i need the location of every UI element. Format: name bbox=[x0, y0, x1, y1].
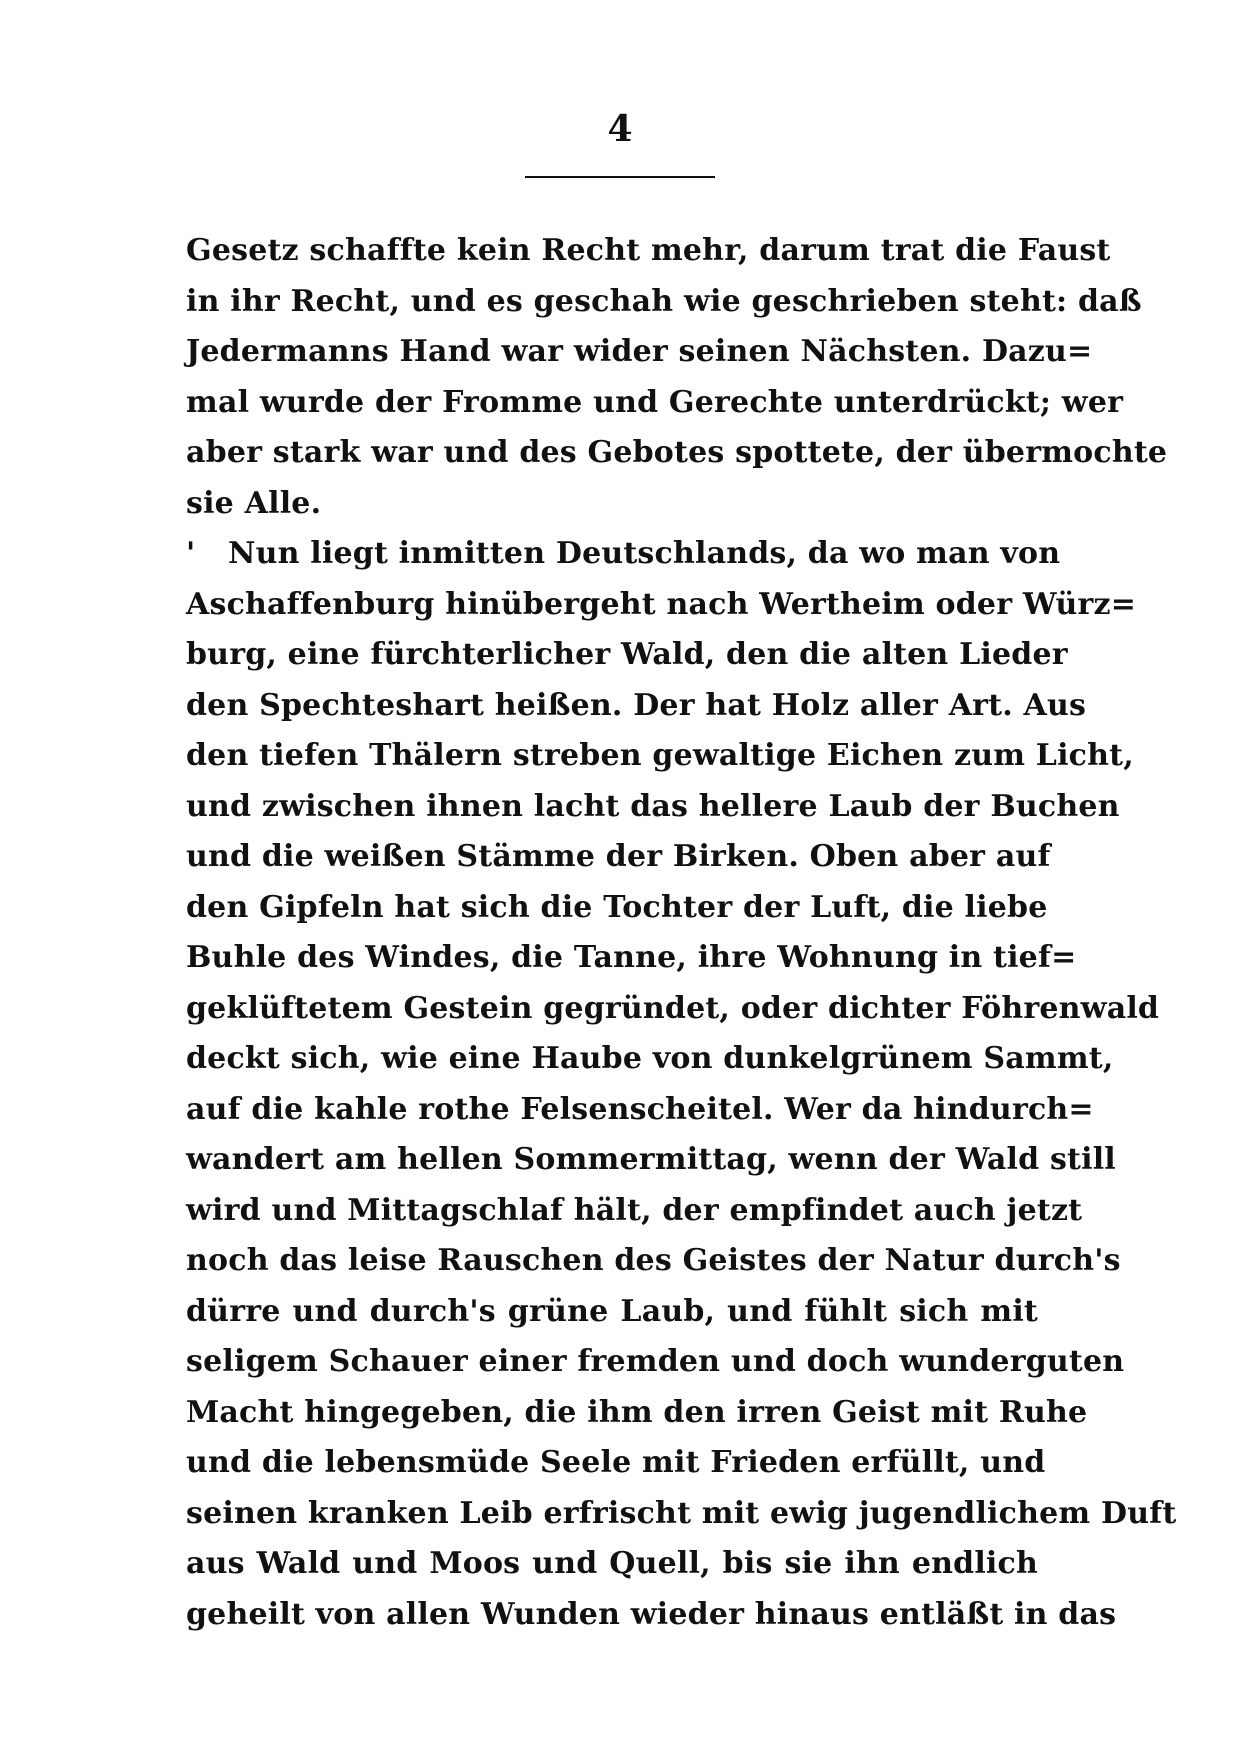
text-block bbox=[186, 226, 1177, 1640]
text-line: deckt sich, wie eine Haube von dunkelgrünem Sammt, bbox=[186, 1041, 1114, 1076]
text-line: noch das leise Rauschen des Geistes der Natur durch's bbox=[186, 1243, 1121, 1278]
text-line: in ihr Recht, und es geschah wie geschrieben steht: daß bbox=[186, 283, 1142, 319]
text-line: und die lebensmüde Seele mit Frieden erfüllt, und bbox=[186, 1445, 1046, 1480]
text-line: seinen kranken Leib erfrischt mit ewig jugendlichem Duft bbox=[186, 1495, 1177, 1531]
text-line-paragraph-start bbox=[186, 529, 1061, 580]
text-line: Buhle des Windes, die Tanne, ihre Wohnung in tief= bbox=[186, 940, 1077, 975]
header-rule bbox=[525, 176, 715, 178]
text-line: Macht hingegeben, die ihm den irren Geist mit Ruhe bbox=[186, 1394, 1088, 1430]
text-line: Jedermanns Hand war wider seinen Nächsten. Dazu= bbox=[186, 334, 1093, 369]
text-line: mal wurde der Fromme und Gerechte unterdrückt; wer bbox=[186, 384, 1124, 420]
margin-mark: ' bbox=[186, 536, 196, 571]
text-line: den Spechteshart heißen. Der hat Holz aller Art. Aus bbox=[186, 687, 1087, 723]
text-line: wandert am hellen Sommermittag, wenn der Wald still bbox=[186, 1142, 1116, 1177]
text-line: und zwischen ihnen lacht das hellere Laub der Buchen bbox=[186, 788, 1120, 824]
text-line: den tiefen Thälern streben gewaltige Eichen zum Licht, bbox=[186, 738, 1134, 773]
text-line: aber stark war und des Gebotes spottete, der übermochte bbox=[186, 435, 1168, 470]
paragraph-first-line: Nun liegt inmitten Deutschlands, da wo man von bbox=[228, 536, 1061, 571]
text-line: den Gipfeln hat sich die Tochter der Luft, die liebe bbox=[186, 889, 1048, 925]
text-line: Gesetz schaffte kein Recht mehr, darum trat die Faust bbox=[186, 233, 1111, 268]
text-line: aus Wald und Moos und Quell, bis sie ihn endlich bbox=[186, 1546, 1038, 1581]
text-line: wird und Mittagschlaf hält, der empfindet auch jetzt bbox=[186, 1192, 1083, 1228]
text-line: auf die kahle rothe Felsenscheitel. Wer da hindurch= bbox=[186, 1091, 1094, 1127]
text-line: Aschaffenburg hinübergeht nach Wertheim oder Würz= bbox=[186, 586, 1137, 622]
text-line: dürre und durch's grüne Laub, und fühlt sich mit bbox=[186, 1293, 1038, 1329]
text-line: sie Alle. bbox=[186, 485, 322, 521]
text-line: geklüftetem Gestein gegründet, oder dichter Föhrenwald bbox=[186, 990, 1160, 1026]
page-number: 4 bbox=[607, 108, 634, 150]
text-line: und die weißen Stämme der Birken. Oben aber auf bbox=[186, 839, 1051, 874]
text-line: geheilt von allen Wunden wieder hinaus entläßt in das bbox=[186, 1596, 1117, 1632]
text-line: burg, eine fürchterlicher Wald, den die alten Lieder bbox=[186, 637, 1068, 672]
text-line: seligem Schauer einer fremden und doch wunderguten bbox=[186, 1344, 1125, 1379]
